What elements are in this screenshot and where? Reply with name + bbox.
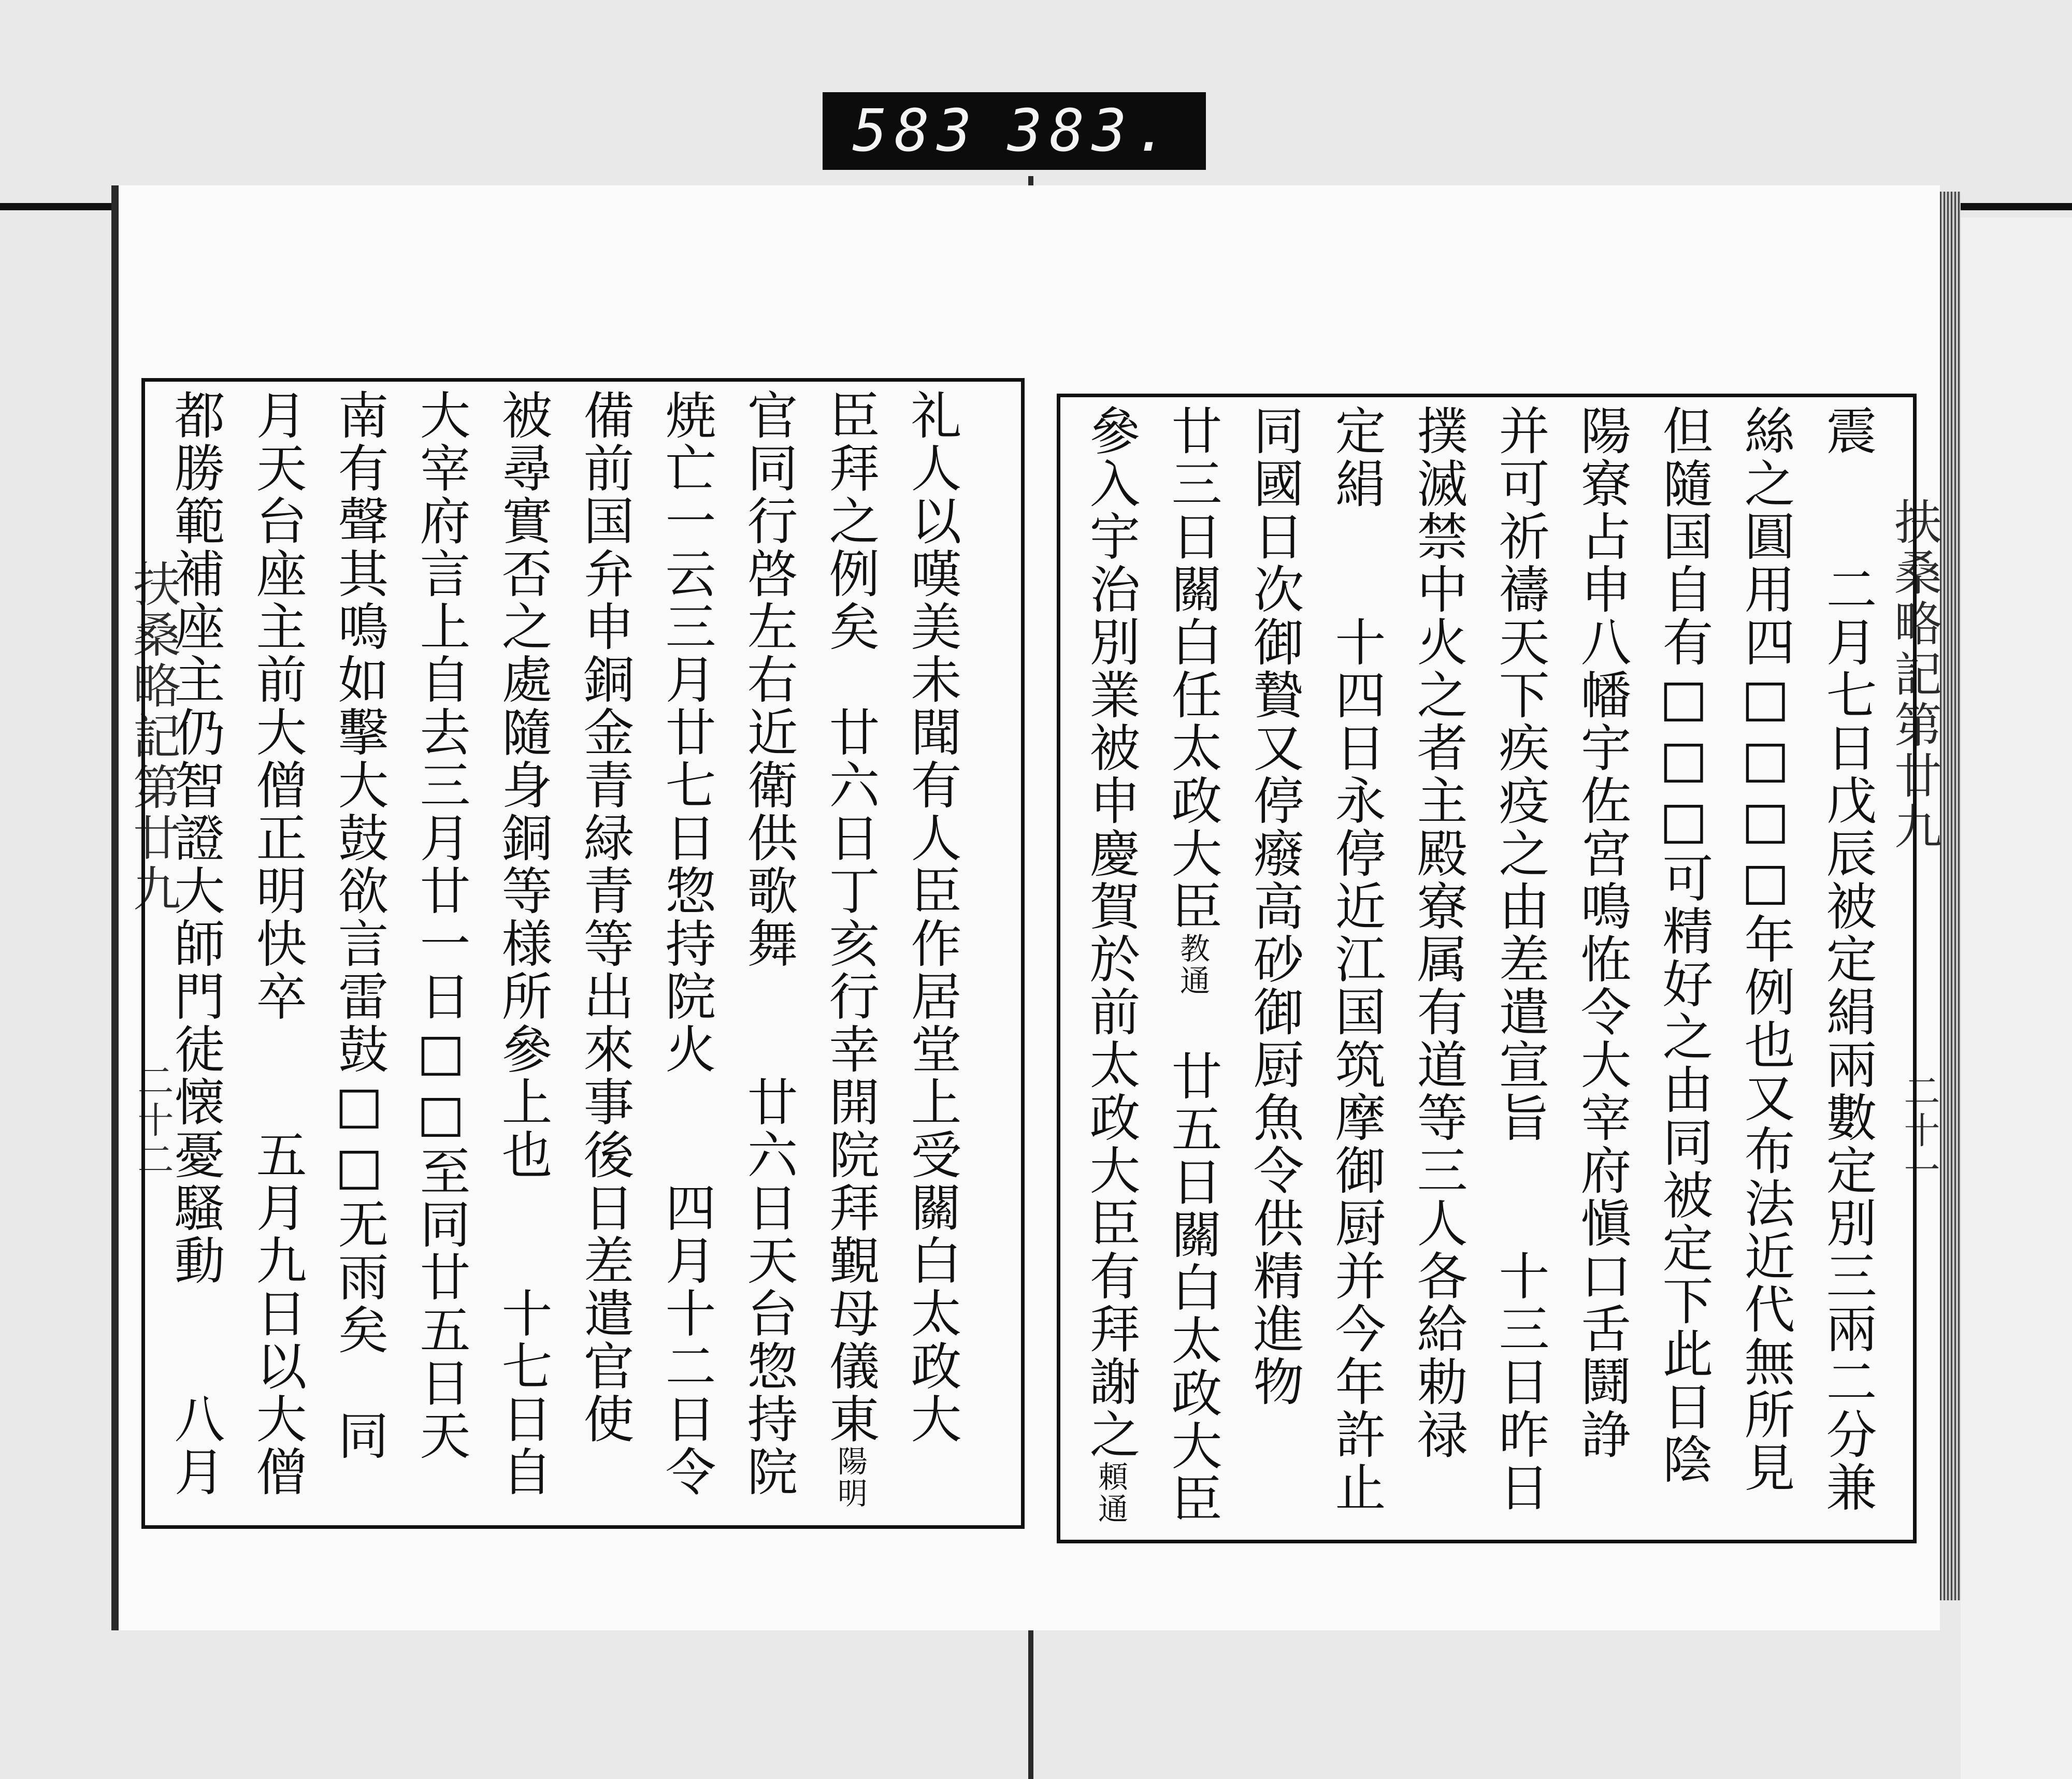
text-column: 陽寮占申八幡宇佐宮鳴恠令大宰府愼口舌鬪諍 <box>1572 404 1631 1461</box>
text-column: 礼人以嘆美未聞有人臣作居堂上受關白太政大 <box>902 389 961 1445</box>
text-column: 被尋實否之處隨身銅等様所參上也 十七日自 <box>493 389 552 1498</box>
inline-note: 廿五日關白太政大臣 <box>1163 1050 1222 1525</box>
frame-counter <box>823 92 1206 170</box>
text-column: 官同行啓左右近衛供歌舞 廿六日天台惣持院 <box>739 389 798 1498</box>
text-column: 同國日次御贄又停癈高砂御厨魚令供精進物 <box>1245 404 1304 1408</box>
right-running-header: 扶桑略記第廿九 <box>1887 497 1942 852</box>
right-folio-number: 二十一 <box>1898 1072 1940 1190</box>
text-column: 絲之圓用四□□□□年例也又布法近代無所見 <box>1736 404 1795 1494</box>
text-column-part: 臣拜之例矣 <box>821 389 880 653</box>
left-text-columns <box>154 389 973 1518</box>
text-column <box>809 389 891 1518</box>
text-column: 南有聲其鳴如擊大鼓欲言雷鼓□□无雨矣 同 <box>329 389 388 1462</box>
text-column-part: 廿三日關白任太政大臣 <box>1163 404 1222 933</box>
text-column: 月天台座主前大僧正明快卒 五月九日以大僧 <box>248 389 307 1498</box>
frame-number-right: 383. <box>1007 97 1176 165</box>
text-column: 都勝範補座主仍智證大師門徒懐憂騷動 八月 <box>166 389 225 1498</box>
inline-note: 廿六日丁亥行幸開院拜覲母儀東 <box>821 706 880 1445</box>
text-column: 并可祈禱天下疾疫之由差遣宣旨 十三日昨日 <box>1490 404 1549 1514</box>
left-text-frame <box>141 378 1025 1529</box>
text-column: 撲滅禁中火之者主殿寮属有道等三人各給勅禄 <box>1408 404 1467 1461</box>
right-text-columns <box>1070 404 1888 1532</box>
text-column: 備前国弁申銅金青緑青等出來事後日差遣官使 <box>575 389 634 1445</box>
next-page-margin <box>1961 218 2072 1779</box>
page-stack-edge <box>1940 192 1961 1600</box>
text-column: 焼亡一云三月廿七日惣持院火 四月十二日令 <box>657 389 716 1498</box>
frame-number-left: 583 <box>852 97 979 165</box>
inline-note-small: 陽明 <box>832 1445 868 1510</box>
text-column <box>1152 404 1233 1532</box>
inline-note-small: 教通 <box>1175 933 1210 997</box>
left-folio-number: 二十二 <box>132 1062 174 1180</box>
text-column: 但隨国自有□□□可精好之由同被定下此日陰 <box>1654 404 1713 1486</box>
left-running-header: 扶桑略記第廿九 <box>125 559 181 915</box>
text-column: 大宰府言上自去三月廿一日□□至同廿五日天 <box>411 389 470 1462</box>
text-column: 震 二月七日戊辰被定絹兩數定別三兩二分兼 <box>1818 404 1877 1514</box>
right-text-frame <box>1057 394 1917 1543</box>
inline-note-small: 頼通 <box>1093 1461 1128 1525</box>
text-column <box>1070 404 1152 1532</box>
text-column-part: 參入宇治別業被申慶賀於前太政大臣有拜謝之 <box>1081 404 1140 1461</box>
text-column: 定絹 十四日永停近江国筑摩御厨并今年許止 <box>1327 404 1386 1514</box>
